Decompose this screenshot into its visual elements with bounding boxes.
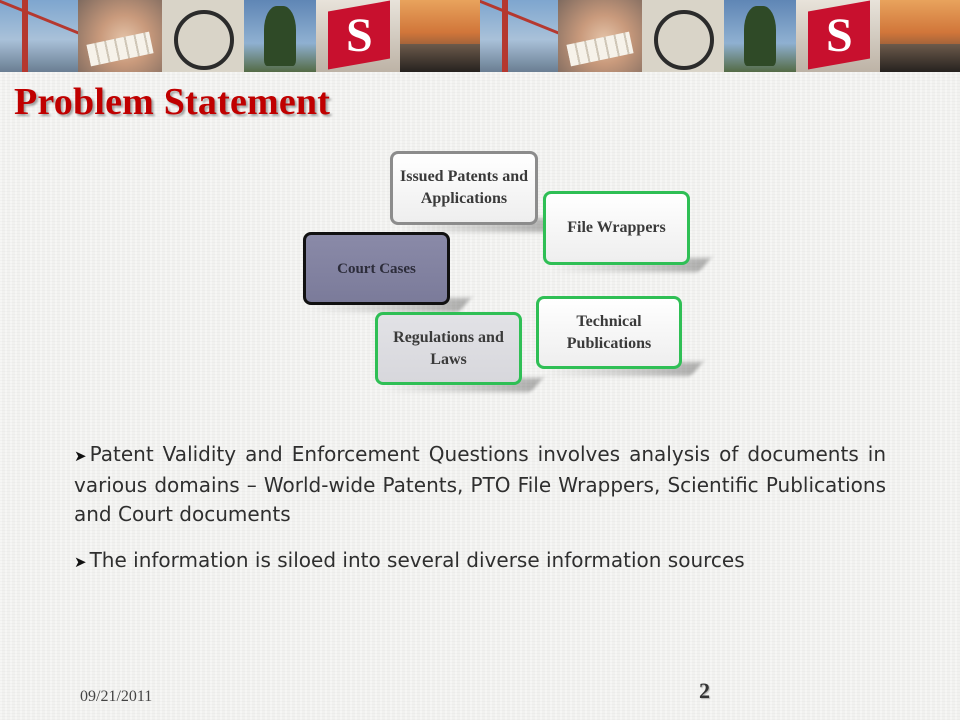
bridge-photo	[0, 0, 78, 72]
bullet-list	[74, 440, 886, 594]
footer-date: 09/21/2011	[80, 688, 153, 705]
wheelchair-photo	[642, 0, 724, 72]
bullet-text: Patent Validity and Enforcement Questions involves analysis of documents in various domains – World-wide Patents, PTO File Wrappers, Scientific Publications and Court documents	[74, 442, 886, 526]
bullet-text: The information is siloed into several diverse information sources	[89, 548, 745, 572]
box-court-cases: Court Cases	[303, 232, 450, 305]
bullet-item	[74, 546, 886, 577]
stanford-flag-photo	[316, 0, 400, 72]
sunset-photo	[880, 0, 960, 72]
arrow-bullet-icon: ➤	[74, 447, 87, 465]
tree-photo	[244, 0, 316, 72]
box-issued-patents: Issued Patents and Applications	[390, 151, 538, 225]
box-file-wrappers: File Wrappers	[543, 191, 690, 265]
tree-photo	[724, 0, 796, 72]
slide-title: Problem Statement	[14, 81, 331, 123]
box-technical-publications: Technical Publications	[536, 296, 682, 369]
bullet-item	[74, 440, 886, 529]
box-regulations-and-laws: Regulations and Laws	[375, 312, 522, 385]
header-banner	[0, 0, 960, 72]
bridge-photo	[480, 0, 558, 72]
arrow-bullet-icon: ➤	[74, 553, 87, 571]
sunset-photo	[400, 0, 480, 72]
keyboard-photo	[558, 0, 642, 72]
stanford-flag-photo	[796, 0, 880, 72]
page-number: 2	[699, 678, 710, 703]
wheelchair-photo	[162, 0, 244, 72]
keyboard-photo	[78, 0, 162, 72]
